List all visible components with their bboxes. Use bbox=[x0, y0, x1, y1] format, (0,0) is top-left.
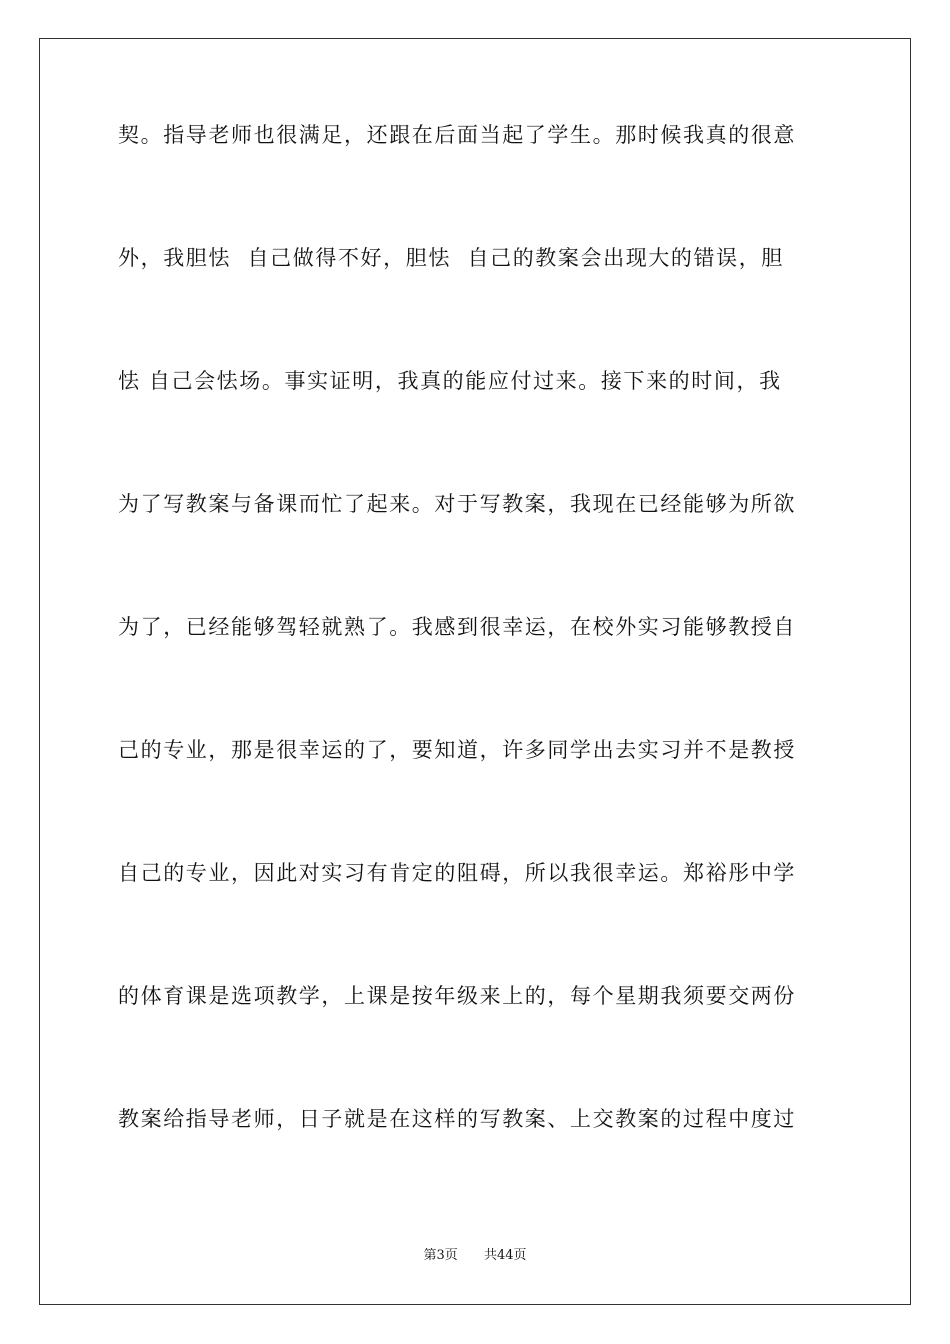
text-line: 契。指导老师也很满足，还跟在后面当起了学生。那时候我真的很意 bbox=[118, 123, 796, 147]
document-body bbox=[118, 120, 833, 1227]
text-line: 怯 自己会怯场。事实证明，我真的能应付过来。接下来的时间，我 bbox=[118, 369, 782, 393]
page-footer bbox=[0, 1247, 950, 1265]
text-line: 教案给指导老师，日子就是在这样的写教案、上交教案的过程中度过 bbox=[118, 1107, 796, 1131]
text-line: 自己的专业，因此对实习有肯定的阻碍，所以我很幸运。郑裕彤中学 bbox=[118, 861, 796, 885]
total-pages: 共44页 bbox=[484, 1248, 527, 1263]
text-line: 为了写教案与备课而忙了起来。对于写教案，我现在已经能够为所欲 bbox=[118, 492, 796, 516]
text-line: 的体育课是选项教学，上课是按年级来上的，每个星期我须要交两份 bbox=[118, 984, 796, 1008]
text-line: 己的专业，那是很幸运的了，要知道，许多同学出去实习并不是教授 bbox=[118, 738, 796, 762]
text-line: 外，我胆怯 自己做得不好，胆怯 自己的教案会出现大的错误，胆 bbox=[118, 246, 784, 270]
page-number: 第3页 bbox=[423, 1248, 458, 1263]
text-line: 为了，已经能够驾轻就熟了。我感到很幸运，在校外实习能够教授自 bbox=[118, 615, 796, 639]
